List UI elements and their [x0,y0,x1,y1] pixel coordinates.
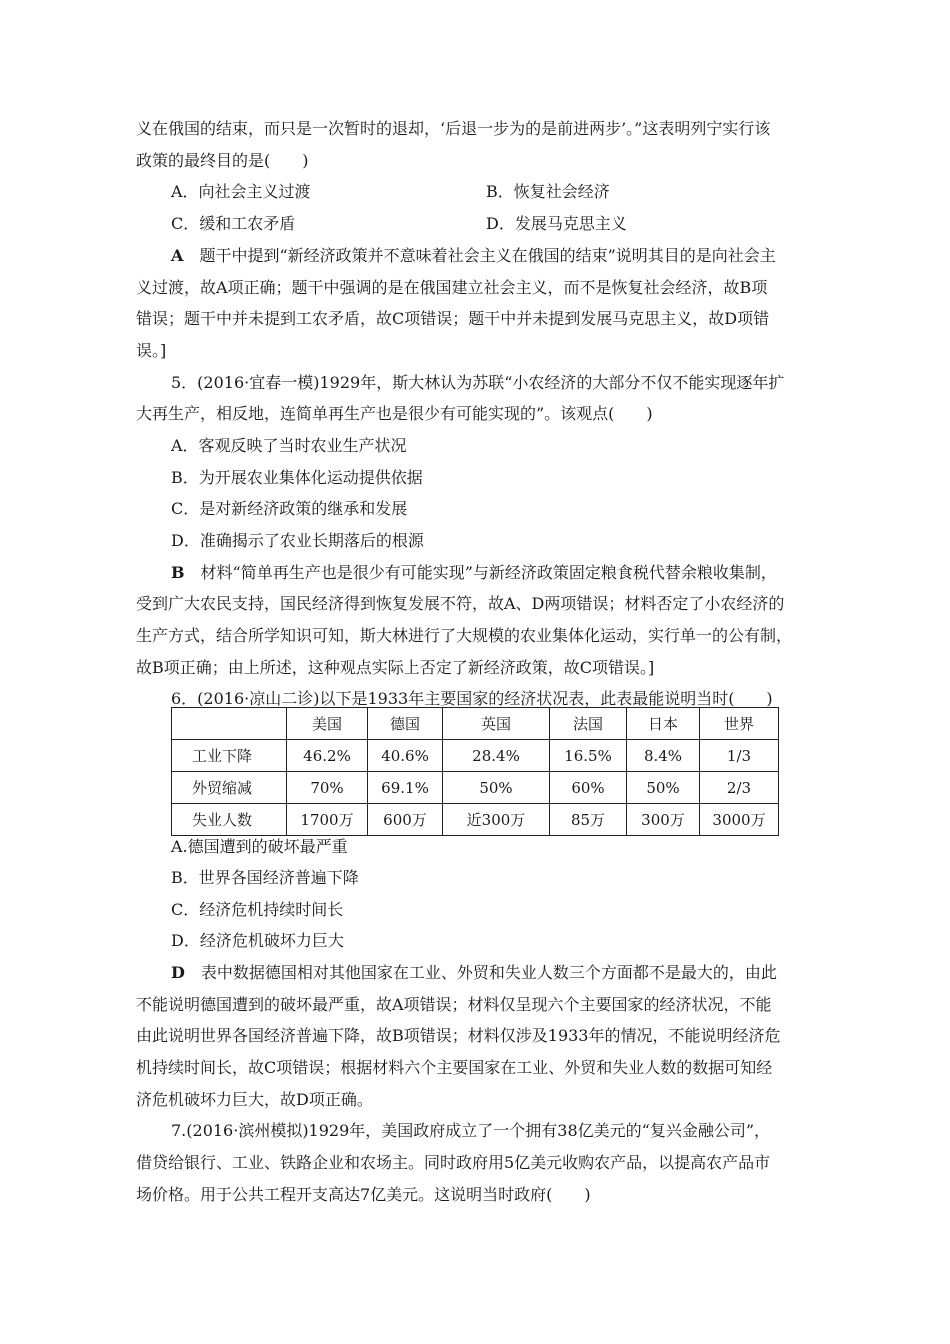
q4-stem-line-1: 义在俄国的结束，而只是一次暂时的退却，‘后退一步为的是前进两步’。”这表明列宁实行该 [136,119,771,138]
q5-answer-text-1: 材料“简单再生产也是很少有可能实现”与新经济政策固定粮食税代替余粮收集制， [200,563,777,582]
table-header-cell: 德国 [368,708,443,740]
table-cell: 50% [443,772,550,804]
table-cell: 300万 [627,804,700,836]
q6-answer-line-5: 济危机破坏力巨大，故D项正确。 [136,1090,373,1109]
q5-stem-line-1: 5．(2016·宜春一模)1929年，斯大林认为苏联“小农经济的大部分不仅不能实现逐年扩 [171,373,785,392]
table-cell: 8.4% [627,740,700,772]
table-header-cell: 美国 [287,708,368,740]
q6-answer-text-1: 表中数据德国相对其他国家在工业、外贸和失业人数三个方面都不是最大的，由此 [200,963,777,982]
q4-answer-line-3: 错误；题干中并未提到工农矛盾，故C项错误；题干中并未提到发展马克思主义，故D项错 [136,309,770,328]
q5-answer-line-3: 生产方式，结合所学知识可知，斯大林进行了大规模的农业集体化运动，实行单一的公有制， [136,626,793,645]
table-cell: 40.6% [368,740,443,772]
table-cell: 近300万 [443,804,550,836]
table-cell: 3000万 [700,804,779,836]
q4-answer-letter: A [171,246,184,265]
table-cell: 69.1% [368,772,443,804]
table-cell: 16.5% [550,740,627,772]
q6-answer-line-2: 不能说明德国遭到的破坏最严重，故A项错误；材料仅呈现六个主要国家的经济状况，不能 [136,995,772,1014]
table-row [172,804,779,836]
q4-option-a: A．向社会主义过渡 [171,182,311,201]
q5-answer-line-4: 故B项正确；由上所述，这种观点实际上否定了新经济政策，故C项错误。] [136,658,655,677]
table-cell: 1700万 [287,804,368,836]
table-header-row [172,708,779,740]
q6-stem: 6．(2016·凉山二诊)以下是1933年主要国家的经济状况表，此表最能说明当时( ) [171,689,773,708]
q5-option-a: A．客观反映了当时农业生产状况 [171,436,407,455]
table-header-cell: 日本 [627,708,700,740]
q5-stem-line-2: 大再生产，相反地，连简单再生产也是很少有可能实现的”。该观点( ) [136,404,653,423]
economic-status-table [171,707,779,836]
q6-answer-line-3: 由此说明世界各国经济普遍下降，故B项错误；材料仅涉及1933年的情况，不能说明经济危 [136,1026,781,1045]
table-header-cell [172,708,287,740]
q6-option-d: D．经济危机破坏力巨大 [171,931,344,950]
q6-answer-letter: D [171,963,185,982]
q6-option-a: A.德国遭到的破坏最严重 [171,837,348,856]
q4-option-b: B．恢复社会经济 [486,182,610,201]
q5-option-d: D．准确揭示了农业长期落后的根源 [171,531,424,550]
q4-answer-line-4: 误。] [136,341,167,360]
q6-answer-line-4: 机持续时间长，故C项错误；根据材料六个主要国家在工业、外贸和失业人数的数据可知经 [136,1058,773,1077]
q6-answer-line-1 [171,962,777,984]
q7-stem-line-1: 7.(2016·滨州模拟)1929年，美国政府成立了一个拥有38亿美元的“复兴金融公司”， [171,1121,770,1140]
table-cell: 46.2% [287,740,368,772]
table-row-header: 失业人数 [172,804,287,836]
table-header-cell: 英国 [443,708,550,740]
table-cell: 70% [287,772,368,804]
q4-stem-line-2: 政策的最终目的是( ) [136,151,309,170]
q4-answer-line-1 [171,245,776,267]
q5-option-b: B．为开展农业集体化运动提供依据 [171,468,423,487]
table-cell: 1/3 [700,740,779,772]
q5-answer-line-2: 受到广大农民支持，国民经济得到恢复发展不符，故A、D两项错误；材料否定了小农经济的 [136,594,785,613]
q4-option-c: C．缓和工农矛盾 [171,214,296,233]
table-cell: 50% [627,772,700,804]
table-cell: 600万 [368,804,443,836]
q6-option-b: B．世界各国经济普遍下降 [171,868,359,887]
table-cell: 60% [550,772,627,804]
q7-stem-line-3: 场价格。用于公共工程开支高达7亿美元。这说明当时政府( ) [136,1185,591,1204]
q7-stem-line-2: 借贷给银行、工业、铁路企业和农场主。同时政府用5亿美元收购农产品，以提高农产品市 [136,1153,771,1172]
q6-option-c: C．经济危机持续时间长 [171,900,344,919]
table-row [172,772,779,804]
q5-option-c: C．是对新经济政策的继承和发展 [171,499,408,518]
q5-answer-line-1 [171,562,777,584]
table-cell: 28.4% [443,740,550,772]
table-cell: 2/3 [700,772,779,804]
q4-answer-line-2: 义过渡，故A项正确；题干中强调的是在俄国建立社会主义，而不是恢复社会经济，故B项 [136,278,768,297]
q4-option-d: D．发展马克思主义 [486,214,627,233]
q5-answer-letter: B [171,563,185,582]
table-header-cell: 世界 [700,708,779,740]
table-header-cell: 法国 [550,708,627,740]
table-cell: 85万 [550,804,627,836]
table-row-header: 外贸缩减 [172,772,287,804]
q4-answer-text-1: 题干中提到“新经济政策并不意味着社会主义在俄国的结束”说明其目的是向社会主 [199,246,776,265]
table-row-header: 工业下降 [172,740,287,772]
table-row [172,740,779,772]
